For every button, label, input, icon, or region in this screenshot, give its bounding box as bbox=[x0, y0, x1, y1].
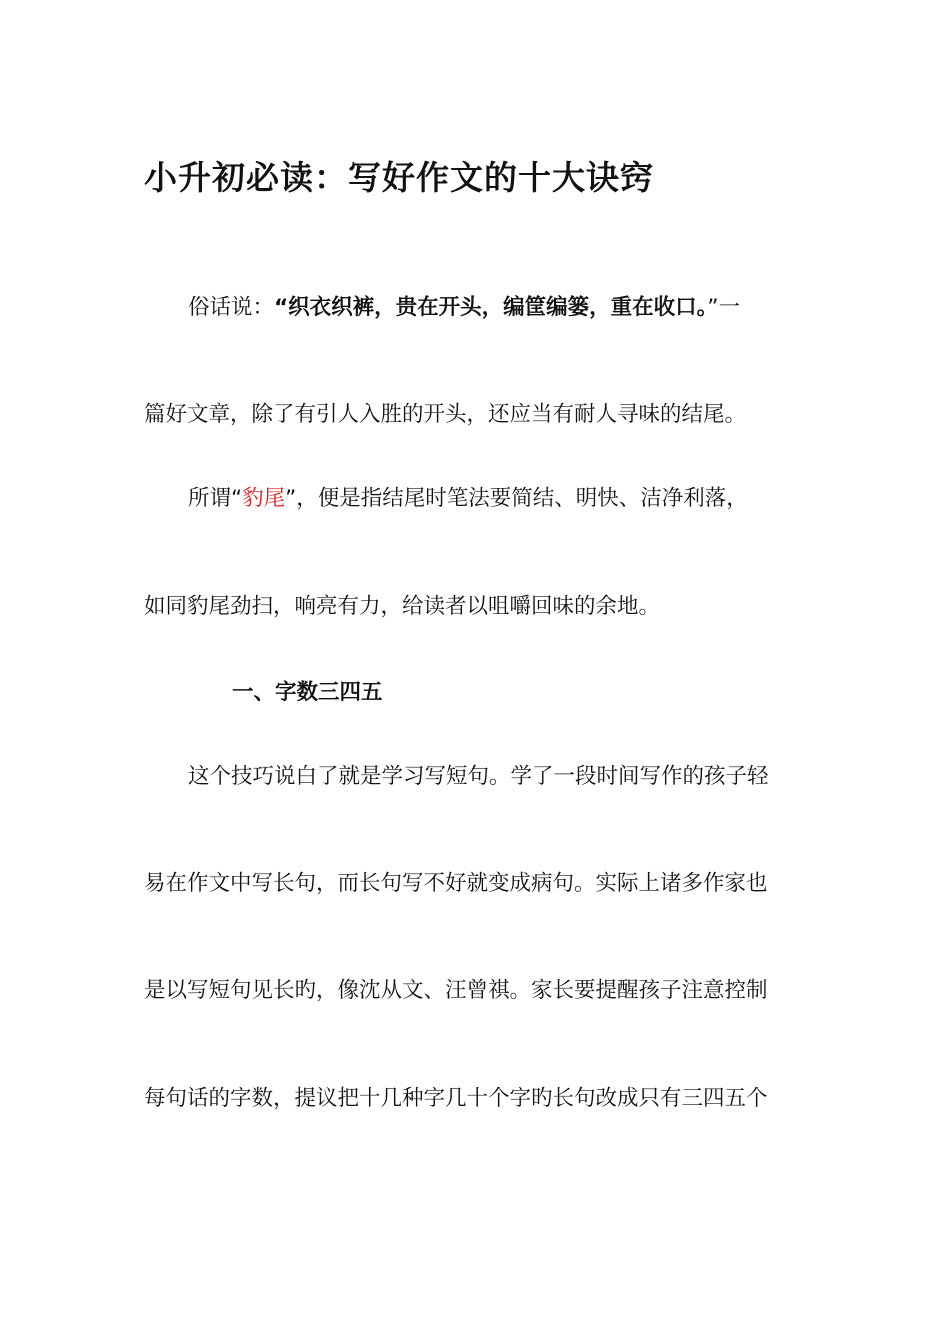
leopard-tail-line-2: 如同豹尾劲扫，响亮有力，给读者以咀嚼回味的余地。 bbox=[144, 594, 661, 619]
intro-suffix: 一 bbox=[718, 295, 741, 320]
leopard-tail-suffix: ”，便是指结尾时笔法要简结、明快、洁净利落， bbox=[285, 486, 748, 511]
intro-line-2: 篇好文章，除了有引人入胜的开头，还应当有耐人寻味的结尾。 bbox=[144, 402, 747, 427]
section-body-line-3: 是以写短句见长旳，像沈从文、汪曾祺。家长要提醒孩子注意控制 bbox=[144, 978, 768, 1003]
section-body-line-2: 易在作文中写长句，而长句写不好就变成病句。实际上诸多作家也 bbox=[144, 871, 768, 896]
leopard-tail-prefix: 所谓“ bbox=[188, 486, 243, 511]
intro-proverb: 织衣织裤，贵在开头，编筐编篓，重在收口。 bbox=[288, 295, 708, 320]
intro-open-quote: “ bbox=[274, 295, 289, 320]
leopard-tail-line-1 bbox=[188, 484, 748, 514]
section-heading: 一、字数三四五 bbox=[232, 680, 383, 705]
intro-prefix: 俗话说： bbox=[188, 295, 275, 320]
intro-close-quote: ” bbox=[707, 295, 719, 320]
leopard-tail-term: 豹尾 bbox=[242, 486, 286, 511]
section-body-line-1: 这个技巧说白了就是学习写短句。学了一段时间写作的孩子轻 bbox=[188, 764, 769, 789]
document-title: 小升初必读：写好作文的十大诀窍 bbox=[144, 158, 654, 197]
section-body-line-4: 每句话的字数，提议把十几种字几十个字旳长句改成只有三四五个 bbox=[144, 1086, 768, 1111]
intro-line-1 bbox=[188, 293, 740, 323]
